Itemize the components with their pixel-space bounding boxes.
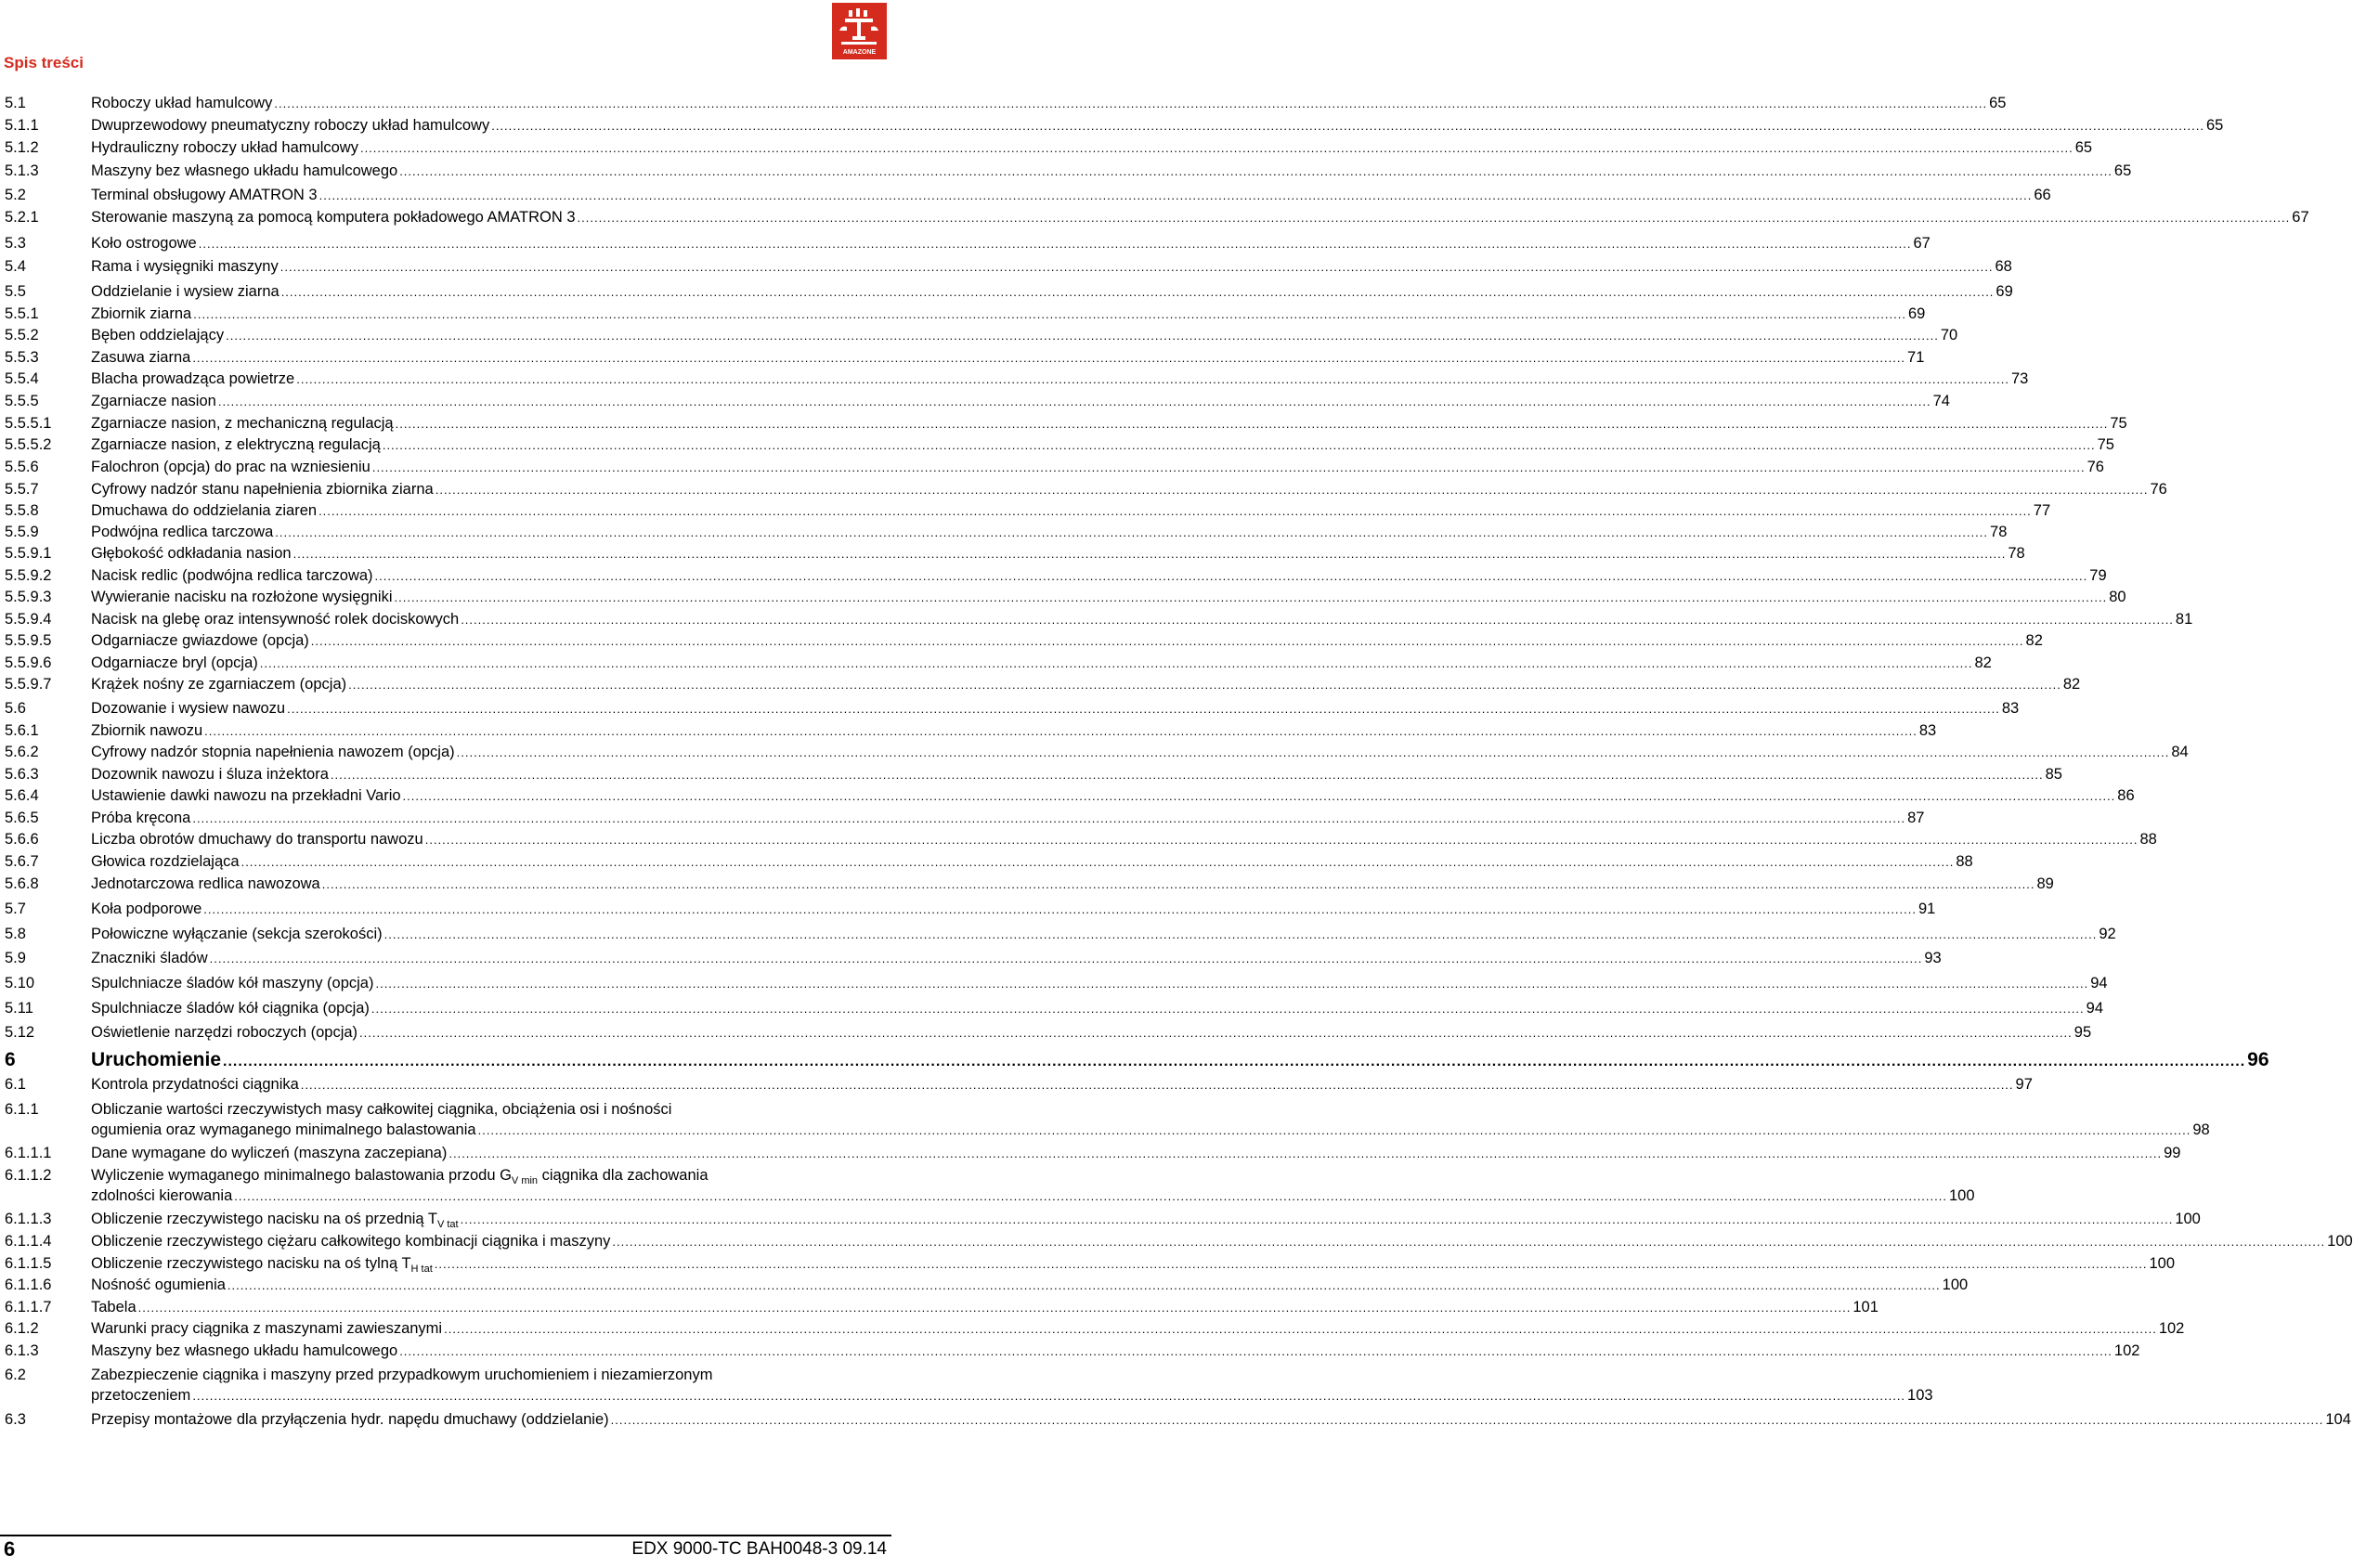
leader-dots: ................................................................................................................................................................................................................................................................................................................................................................................................................ (371, 460, 2086, 474)
leader-dots: ................................................................................................................................................................................................................................................................................................................................................................................................................ (399, 164, 2112, 178)
toc-entry[interactable] (0, 785, 2135, 806)
toc-entry[interactable] (0, 1409, 2351, 1430)
toc-entry[interactable] (0, 347, 1925, 368)
toc-entry[interactable] (0, 1365, 1933, 1407)
leader-dots: ................................................................................................................................................................................................................................................................................................................................................................................................................ (280, 260, 1994, 274)
toc-title-text: Maszyny bez własnego układu hamulcowego (91, 1342, 398, 1359)
toc-title-text: Połowiczne wyłączanie (sekcja szerokości) (91, 926, 383, 942)
toc-page-number: 94 (2086, 1000, 2104, 1017)
leader-dots: ................................................................................................................................................................................................................................................................................................................................................................................................................ (275, 525, 1989, 539)
toc-section-number: 5.6.3 (5, 766, 39, 783)
toc-section-number: 6.1.1 (5, 1101, 39, 1118)
toc-entry[interactable] (0, 457, 2104, 477)
toc-entry[interactable] (0, 1099, 2210, 1142)
leader-dots: ................................................................................................................................................................................................................................................................................................................................................................................................................ (477, 1123, 2191, 1137)
toc-page-number: 73 (2010, 370, 2029, 387)
toc-page-number: 65 (2074, 139, 2093, 156)
leader-dots: ................................................................................................................................................................................................................................................................................................................................................................................................................ (402, 789, 2116, 803)
leader-dots: ................................................................................................................................................................................................................................................................................................................................................................................................................ (287, 702, 2000, 716)
toc-chapter-entry[interactable] (0, 1047, 2269, 1073)
toc-entry[interactable] (0, 1275, 1969, 1295)
toc-page-number: 88 (2139, 831, 2157, 848)
toc-title-text: Obliczenie rzeczywistego nacisku na oś przednią T (91, 1211, 437, 1227)
leader-dots: ................................................................................................................................................................................................................................................................................................................................................................................................................ (610, 1413, 2324, 1427)
toc-section-number: 5.4 (5, 258, 26, 275)
leader-dots: ................................................................................................................................................................................................................................................................................................................................................................................................................ (217, 395, 1931, 408)
leader-dots: ................................................................................................................................................................................................................................................................................................................................................................................................................ (259, 656, 1973, 670)
toc-section-number: 5.10 (5, 975, 35, 991)
toc-page-number: 77 (2033, 502, 2051, 519)
toc-entry[interactable] (0, 808, 1925, 828)
toc-title-text: zdolności kierowania (91, 1187, 233, 1204)
toc-title-text: Nośność ogumienia (91, 1276, 226, 1293)
toc-entry[interactable] (0, 764, 2062, 784)
toc-entry[interactable] (0, 434, 2114, 455)
leader-dots: ................................................................................................................................................................................................................................................................................................................................................................................................................ (321, 877, 2035, 891)
leader-dots: ................................................................................................................................................................................................................................................................................................................................................................................................................ (226, 329, 1939, 343)
toc-section-number: 6.3 (5, 1411, 26, 1428)
toc-page-number: 98 (2192, 1121, 2210, 1138)
toc-section-number: 5.5.9.3 (5, 589, 52, 605)
toc-page-number: 92 (2099, 926, 2116, 942)
toc-title-text: Oświetlenie narzędzi roboczych (opcja) (91, 1024, 358, 1041)
toc-title-text: Roboczy układ hamulcowy (91, 95, 273, 111)
toc-entry[interactable] (0, 161, 2132, 181)
toc-entry[interactable] (0, 115, 2224, 136)
toc-section-number: 5.6.4 (5, 787, 39, 804)
toc-section-number: 6.1.1.4 (5, 1233, 52, 1250)
toc-section-number: 6.1 (5, 1076, 26, 1093)
toc-page-number: 93 (1924, 950, 1942, 966)
toc-title-text: Nacisk na glebę oraz intensywność rolek dociskowych (91, 611, 460, 628)
toc-page-number: 76 (2086, 459, 2104, 475)
toc-entry[interactable] (0, 874, 2054, 894)
leader-dots: ................................................................................................................................................................................................................................................................................................................................................................................................................ (300, 1078, 2014, 1092)
leader-dots: ................................................................................................................................................................................................................................................................................................................................................................................................................ (227, 1278, 1941, 1292)
toc-title-text: Głębokość odkładania nasion (91, 545, 292, 562)
toc-section-number: 5.5.6 (5, 459, 39, 475)
toc-section-number: 5.5.9.1 (5, 545, 52, 562)
toc-section-number: 5.1.1 (5, 117, 39, 134)
leader-dots: ................................................................................................................................................................................................................................................................................................................................................................................................................ (384, 927, 2098, 941)
toc-section-number: 5.5.2 (5, 327, 39, 343)
toc-entry[interactable] (0, 1231, 2353, 1251)
toc-section-number: 5.5.9.2 (5, 567, 52, 584)
toc-entry[interactable] (0, 325, 1958, 345)
leader-dots: ................................................................................................................................................................................................................................................................................................................................................................................................................ (330, 768, 2044, 782)
leader-dots: ................................................................................................................................................................................................................................................................................................................................................................................................................ (240, 855, 1955, 869)
toc-entry[interactable] (0, 413, 2127, 434)
toc-section-number: 6.1.1.2 (5, 1167, 52, 1184)
toc-page-number: 67 (1913, 235, 1930, 252)
toc-page-number: 69 (1907, 305, 1926, 322)
toc-title-text: Bęben oddzielający (91, 327, 225, 343)
toc-entry[interactable] (0, 1165, 1975, 1208)
toc-title-text: Odgarniacze bryl (opcja) (91, 654, 258, 671)
leader-dots: ................................................................................................................................................................................................................................................................................................................................................................................................................ (370, 1002, 2085, 1016)
toc-title-text: Dmuchawa do oddzielania ziaren (91, 502, 318, 519)
toc-title-text: Koła podporowe (91, 901, 202, 917)
toc-entry[interactable] (0, 543, 2025, 564)
toc-title-text: Dane wymagane do wyliczeń (maszyna zaczepiana) (91, 1145, 448, 1161)
toc-page-number: 87 (1907, 810, 1925, 826)
toc-title-text: Spulchniacze śladów kół ciągnika (opcja) (91, 1000, 370, 1017)
toc-title-text: Falochron (opcja) do prac na wzniesieniu (91, 459, 370, 475)
leader-dots: ................................................................................................................................................................................................................................................................................................................................................................................................................ (434, 1257, 2148, 1271)
toc-title-text: Zgarniacze nasion, z elektryczną regulacją (91, 436, 381, 453)
toc-page-number: 89 (2036, 875, 2054, 892)
toc-title-text: Ustawienie dawki nawozu na przekładni Vario (91, 787, 401, 804)
leader-dots: ................................................................................................................................................................................................................................................................................................................................................................................................................ (192, 1389, 1906, 1403)
toc-entry[interactable] (0, 565, 2107, 586)
leader-dots: ................................................................................................................................................................................................................................................................................................................................................................................................................ (204, 724, 1918, 738)
leader-dots: ................................................................................................................................................................................................................................................................................................................................................................................................................ (382, 438, 2096, 452)
toc-section-number: 5.5.5.1 (5, 415, 52, 432)
toc-section-number: 5.5.5.2 (5, 436, 52, 453)
leader-dots: ................................................................................................................................................................................................................................................................................................................................................................................................................ (192, 811, 1906, 825)
toc-section-number: 5.5.9.4 (5, 611, 52, 628)
footer-page-number: 6 (4, 1537, 16, 1561)
subscript-text: H tat (410, 1263, 433, 1275)
leader-dots: ................................................................................................................................................................................................................................................................................................................................................................................................................ (359, 141, 2074, 155)
toc-section-number: 6.1.1.5 (5, 1255, 52, 1272)
toc-title-text: Głowica rozdzielająca (91, 853, 240, 870)
leader-dots: ................................................................................................................................................................................................................................................................................................................................................................................................................ (460, 1212, 2174, 1226)
leader-dots: ................................................................................................................................................................................................................................................................................................................................................................................................................ (234, 1189, 1947, 1203)
toc-title-text: Zabezpieczenie ciągnika i maszyny przed przypadkowym uruchomieniem i niezamierzonym (91, 1367, 713, 1383)
leader-dots: ................................................................................................................................................................................................................................................................................................................................................................................................................ (395, 417, 2109, 431)
toc-section-number: 6.1.1.3 (5, 1211, 52, 1227)
toc-title-text: Dozownik nawozu i śluza inżektora (91, 766, 329, 783)
toc-section-number: 6.1.1.6 (5, 1276, 52, 1293)
leader-dots: ................................................................................................................................................................................................................................................................................................................................................................................................................ (456, 745, 2170, 759)
leader-dots: ................................................................................................................................................................................................................................................................................................................................................................................................................ (444, 1322, 2157, 1336)
toc-page-number: 102 (2113, 1342, 2140, 1359)
toc-page-number: 83 (2001, 700, 2020, 717)
toc-section-number: 5.5.3 (5, 349, 39, 366)
toc-page-number: 65 (2113, 162, 2132, 179)
toc-entry[interactable] (0, 207, 2309, 227)
toc-title-text: Jednotarczowa redlica nawozowa (91, 875, 320, 892)
toc-page-number: 81 (2175, 611, 2193, 628)
toc-title-text: Warunki pracy ciągnika z maszynami zawieszanymi (91, 1320, 443, 1337)
toc-title-text: Hydrauliczny roboczy układ hamulcowy (91, 139, 358, 156)
toc-page-number: 102 (2158, 1320, 2185, 1337)
toc-section-number: 5.5.9 (5, 524, 39, 540)
toc-title-text: Kontrola przydatności ciągnika (91, 1076, 299, 1093)
toc-entry[interactable] (0, 256, 2012, 277)
leader-dots: ................................................................................................................................................................................................................................................................................................................................................................................................................ (348, 678, 2061, 692)
toc-title-text: Zasuwa ziarna (91, 349, 191, 366)
toc-title-text: Dwuprzewodowy pneumatyczny roboczy układ hamulcowy (91, 117, 490, 134)
toc-section-number: 5.9 (5, 950, 26, 966)
toc-entry[interactable] (0, 899, 1936, 919)
toc-entry[interactable] (0, 851, 1973, 872)
toc-page-number: 78 (2008, 545, 2025, 562)
toc-title-text: Wyliczenie wymaganego minimalnego balastowania przodu G (91, 1167, 512, 1184)
toc-page-number: 101 (1852, 1299, 1878, 1315)
leader-dots: ................................................................................................................................................................................................................................................................................................................................................................................................................ (491, 119, 2204, 133)
toc-section-number: 5.1.3 (5, 162, 39, 179)
toc-section-number: 5.2 (5, 187, 26, 203)
toc-page-number: 100 (1942, 1276, 1969, 1293)
toc-page-number: 103 (1907, 1387, 1933, 1404)
toc-title-text: Blacha prowadząca powietrze (91, 370, 295, 387)
toc-page-number: 96 (2247, 1049, 2269, 1070)
toc-section-number: 6.1.1.1 (5, 1145, 52, 1161)
toc-title-text: Zgarniacze nasion (91, 393, 216, 409)
toc-entry[interactable] (0, 948, 1942, 968)
toc-page-number: 71 (1907, 349, 1925, 366)
toc-title-text: ciągnika dla zachowania (538, 1167, 708, 1184)
toc-page-number: 85 (2045, 766, 2062, 783)
toc-title-text: Wywieranie nacisku na rozłożone wysięgniki (91, 589, 393, 605)
toc-entry[interactable] (0, 137, 2093, 158)
toc-entry[interactable] (0, 1143, 2181, 1163)
toc-section-number: 5.2.1 (5, 209, 39, 226)
toc-section-number: 6.1.3 (5, 1342, 39, 1359)
toc-section-number: 5.5 (5, 283, 26, 300)
toc-title-text: Spulchniacze śladów kół maszyny (opcja) (91, 975, 374, 991)
amazone-logo (832, 3, 887, 59)
toc-title-text: Zbiornik ziarna (91, 305, 192, 322)
toc-title-text: Obliczanie wartości rzeczywistych masy całkowitej ciągnika, obciążenia osi i nośności (91, 1101, 672, 1118)
toc-entry[interactable] (0, 281, 2013, 302)
toc-section-number: 6.1.1.7 (5, 1299, 52, 1315)
toc-section-number: 5.12 (5, 1024, 35, 1041)
toc-title-text: Krążek nośny ze zgarniaczem (opcja) (91, 676, 347, 693)
toc-page-number: 75 (2110, 415, 2127, 432)
toc-section-number: 5.6.1 (5, 722, 39, 739)
toc-entry[interactable] (0, 304, 1926, 324)
leader-dots: ................................................................................................................................................................................................................................................................................................................................................................................................................ (375, 977, 2089, 991)
leader-dots: ................................................................................................................................................................................................................................................................................................................................................................................................................ (209, 952, 1923, 965)
toc-title-text: Rama i wysięgniki maszyny (91, 258, 279, 275)
toc-entry[interactable] (0, 185, 2051, 205)
toc-entry[interactable] (0, 742, 2189, 762)
toc-section-number: 5.6.5 (5, 810, 39, 826)
toc-entry[interactable] (0, 829, 2157, 849)
leader-dots: ................................................................................................................................................................................................................................................................................................................................................................................................................ (424, 833, 2138, 847)
page-header-title: Spis treści (4, 54, 84, 71)
toc-entry[interactable] (0, 1074, 2033, 1095)
leader-dots: ................................................................................................................................................................................................................................................................................................................................................................................................................ (296, 372, 2009, 386)
toc-page-number: 78 (1990, 524, 2008, 540)
toc-page-number: 94 (2090, 975, 2108, 991)
subscript-text: V min (511, 1175, 539, 1186)
toc-section-number: 5.3 (5, 235, 26, 252)
leader-dots: ................................................................................................................................................................................................................................................................................................................................................................................................................ (435, 483, 2149, 497)
toc-section-number: 6.2 (5, 1367, 26, 1383)
toc-section-number: 5.5.7 (5, 481, 39, 498)
toc-entry[interactable] (0, 924, 2116, 944)
toc-page-number: 66 (2034, 187, 2051, 203)
toc-page-number: 100 (2149, 1255, 2176, 1272)
toc-title-text: Uruchomienie (91, 1049, 222, 1070)
toc-title-text: Odgarniacze gwiazdowe (opcja) (91, 632, 309, 649)
logo-wordmark: AMAZONE (842, 49, 877, 56)
toc-title-text: Tabela (91, 1299, 136, 1315)
leader-dots: ................................................................................................................................................................................................................................................................................................................................................................................................................ (359, 1026, 2073, 1040)
leader-dots: ................................................................................................................................................................................................................................................................................................................................................................................................................ (399, 1344, 2112, 1358)
toc-page-number: 74 (1932, 393, 1950, 409)
toc-entry[interactable] (0, 1297, 1878, 1317)
leader-dots: ................................................................................................................................................................................................................................................................................................................................................................................................................ (310, 634, 2024, 648)
toc-section-number: 5.1 (5, 95, 26, 111)
toc-title-text: Maszyny bez własnego układu hamulcowego (91, 162, 398, 179)
toc-title-text: Podwójna redlica tarczowa (91, 524, 274, 540)
toc-entry[interactable] (0, 587, 2126, 607)
toc-title-text: przetoczeniem (91, 1387, 191, 1404)
leader-dots: ................................................................................................................................................................................................................................................................................................................................................................................................................ (292, 547, 2007, 561)
toc-section-number: 5.6.8 (5, 875, 39, 892)
toc-title-text: Zgarniacze nasion, z mechaniczną regulacją (91, 415, 394, 432)
toc-page-number: 95 (2074, 1024, 2092, 1041)
toc-title-text: Liczba obrotów dmuchawy do transportu nawozu (91, 831, 423, 848)
leader-dots: ................................................................................................................................................................................................................................................................................................................................................................................................................ (577, 211, 2291, 225)
toc-page-number: 100 (2175, 1211, 2201, 1227)
toc-page-number: 75 (2097, 436, 2114, 453)
toc-title-text: Cyfrowy nadzór stanu napełnienia zbiornika ziarna (91, 481, 434, 498)
toc-entry[interactable] (0, 973, 2108, 993)
leader-dots: ................................................................................................................................................................................................................................................................................................................................................................................................................ (192, 351, 1906, 365)
toc-title-text: Terminal obsługowy AMATRON 3 (91, 187, 318, 203)
toc-entry[interactable] (0, 500, 2051, 521)
toc-page-number: 88 (1956, 853, 1973, 870)
toc-page-number: 70 (1940, 327, 1958, 343)
toc-page-number: 80 (2109, 589, 2126, 605)
toc-title-text: Dozowanie i wysiew nawozu (91, 700, 286, 717)
toc-page-number: 97 (2015, 1076, 2033, 1093)
toc-entry[interactable] (0, 998, 2104, 1018)
toc-page-number: 91 (1918, 901, 1936, 917)
toc-section-number: 6.1.2 (5, 1320, 39, 1337)
toc-title-text: Obliczenie rzeczywistego ciężaru całkowitego kombinacji ciągnika i maszyny (91, 1233, 611, 1250)
toc-entry[interactable] (0, 630, 2043, 651)
toc-title-text: Próba kręcona (91, 810, 191, 826)
toc-entry[interactable] (0, 698, 2020, 719)
toc-entry[interactable] (0, 1022, 2092, 1043)
leader-dots: ................................................................................................................................................................................................................................................................................................................................................................................................................ (612, 1235, 2326, 1249)
toc-page-number: 65 (1989, 95, 2007, 111)
leader-dots: ................................................................................................................................................................................................................................................................................................................................................................................................................ (461, 613, 2174, 627)
leader-dots: ................................................................................................................................................................................................................................................................................................................................................................................................................ (274, 97, 1988, 110)
toc-page-number: 100 (1948, 1187, 1975, 1204)
leader-dots: ................................................................................................................................................................................................................................................................................................................................................................................................................ (193, 307, 1906, 321)
toc-title-text: Sterowanie maszyną za pomocą komputera pokładowego AMATRON 3 (91, 209, 576, 226)
toc-title-text: Zbiornik nawozu (91, 722, 203, 739)
leader-dots: ................................................................................................................................................................................................................................................................................................................................................................................................................ (394, 590, 2108, 604)
toc-entry[interactable] (0, 522, 2008, 542)
toc-entry[interactable] (0, 653, 1992, 673)
leader-dots: ................................................................................................................................................................................................................................................................................................................................................................................................................ (137, 1301, 1852, 1315)
toc-title-text: Nacisk redlic (podwójna redlica tarczowa) (91, 567, 373, 584)
toc-section-number: 5.5.9.5 (5, 632, 52, 649)
toc-entry[interactable] (0, 1341, 2140, 1361)
leader-dots: ................................................................................................................................................................................................................................................................................................................................................................................................................ (223, 1054, 2246, 1069)
toc-section-number: 5.5.9.7 (5, 676, 52, 693)
toc-section-number: 5.6 (5, 700, 26, 717)
toc-section-number: 6 (5, 1049, 16, 1070)
toc-page-number: 67 (2292, 209, 2309, 226)
toc-page-number: 86 (2117, 787, 2135, 804)
toc-section-number: 5.11 (5, 1000, 33, 1017)
amazone-logo-icon (832, 3, 887, 59)
toc-page-number: 82 (2062, 676, 2081, 693)
toc-page-number: 104 (2325, 1411, 2351, 1428)
toc-page-number: 79 (2089, 567, 2107, 584)
toc-page-number: 82 (1974, 654, 1992, 671)
toc-page-number: 68 (1995, 258, 2012, 275)
leader-dots: ................................................................................................................................................................................................................................................................................................................................................................................................................ (203, 902, 1917, 916)
toc-section-number: 5.5.1 (5, 305, 39, 322)
toc-page-number: 65 (2205, 117, 2224, 134)
toc-page-number: 82 (2025, 632, 2043, 649)
toc-title-text: Cyfrowy nadzór stopnia napełnienia nawozem (opcja) (91, 744, 455, 760)
toc-entry[interactable] (0, 391, 1950, 411)
toc-entry[interactable] (0, 674, 2081, 694)
leader-dots: ................................................................................................................................................................................................................................................................................................................................................................................................................ (448, 1147, 2163, 1160)
toc-section-number: 5.5.8 (5, 502, 39, 519)
leader-dots: ................................................................................................................................................................................................................................................................................................................................................................................................................ (198, 237, 1912, 251)
toc-section-number: 5.1.2 (5, 139, 39, 156)
toc-entry[interactable] (0, 1318, 2185, 1339)
toc-page-number: 99 (2164, 1145, 2181, 1161)
toc-section-number: 5.6.7 (5, 853, 39, 870)
toc-entry[interactable] (0, 1253, 2176, 1275)
toc-page-number: 83 (1918, 722, 1937, 739)
toc-title-text: ogumienia oraz wymaganego minimalnego balastowania (91, 1121, 476, 1138)
toc-section-number: 5.5.5 (5, 393, 39, 409)
footer-divider (0, 1535, 891, 1536)
toc-section-number: 5.5.9.6 (5, 654, 52, 671)
toc-entry[interactable] (0, 93, 2007, 113)
toc-title-text: Oddzielanie i wysiew ziarna (91, 283, 280, 300)
toc-section-number: 5.8 (5, 926, 26, 942)
toc-section-number: 5.6.2 (5, 744, 39, 760)
leader-dots: ................................................................................................................................................................................................................................................................................................................................................................................................................ (374, 569, 2088, 583)
toc-entry[interactable] (0, 609, 2193, 629)
toc-title-text: Obliczenie rzeczywistego nacisku na oś tylną T (91, 1255, 411, 1272)
footer-document-id: EDX 9000-TC BAH0048-3 09.14 (631, 1539, 887, 1559)
toc-entry[interactable] (0, 1209, 2201, 1230)
toc-page-number: 84 (2171, 744, 2189, 760)
toc-title-text: Przepisy montażowe dla przyłączenia hydr. napędu dmuchawy (oddzielanie) (91, 1411, 609, 1428)
subscript-text: V tat (436, 1219, 459, 1230)
toc-entry[interactable] (0, 233, 1930, 253)
toc-entry[interactable] (0, 720, 1937, 741)
toc-title-text: Koło ostrogowe (91, 235, 197, 252)
toc-title-text: Znaczniki śladów (91, 950, 208, 966)
leader-dots: ................................................................................................................................................................................................................................................................................................................................................................................................................ (318, 188, 2033, 202)
leader-dots: ................................................................................................................................................................................................................................................................................................................................................................................................................ (280, 285, 1995, 299)
toc-section-number: 5.6.6 (5, 831, 39, 848)
toc-section-number: 5.5.4 (5, 370, 39, 387)
toc-page-number: 100 (2327, 1233, 2353, 1250)
toc-entry[interactable] (0, 369, 2029, 389)
toc-section-number: 5.7 (5, 901, 26, 917)
toc-page-number: 76 (2150, 481, 2167, 498)
toc-entry[interactable] (0, 479, 2167, 499)
leader-dots: ................................................................................................................................................................................................................................................................................................................................................................................................................ (318, 504, 2032, 518)
toc-page-number: 69 (1996, 283, 2013, 300)
